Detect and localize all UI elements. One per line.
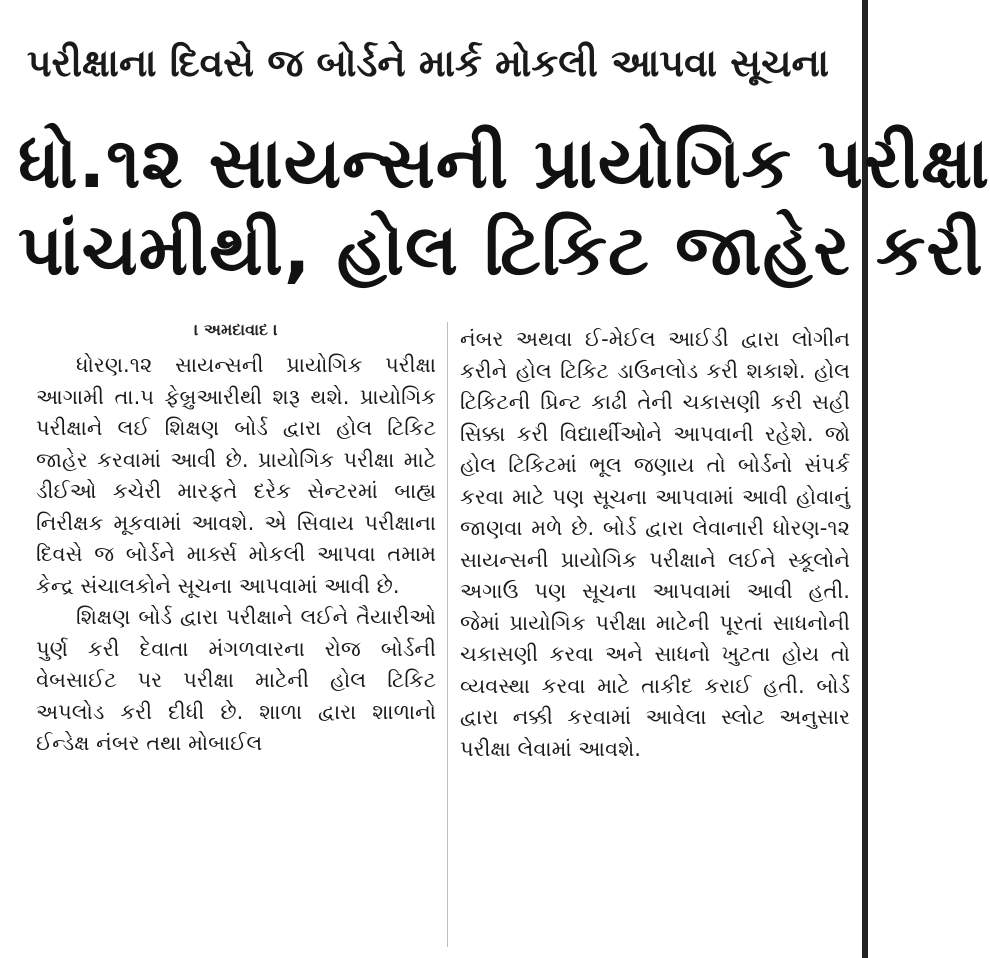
- left-column: [36, 318, 436, 760]
- kicker-headline: પરીક્ષાના દિવસે જ બોર્ડને માર્ક મોકલી આપવા સૂચના: [26, 41, 830, 85]
- body-paragraph: ધોરણ.૧૨ સાયન્સની પ્રાયોગિક પરીક્ષા આગામી તા.૫ ફેબ્રુઆરીથી શરૂ થશે. પ્રાયોગિક પરીક્ષાને લઈ શિક્ષણ બોર્ડ દ્વારા હોલ ટિકિટ જાહેર કરવામાં આવી છે. પ્રાયોગિક પરીક્ષા માટે ડીઈઓ કચેરી મારફતે દરેક સેન્ટરમાં બાહ્ય નિરીક્ષક મૂકવામાં આવશે. એ સિવાય પરીક્ષાના દિવસે જ બોર્ડને માર્ક્સ મોકલી આપવા તમામ કેન્દ્ર સંચાલકોને સૂચના આપવામાં આવી છે.: [36, 353, 436, 598]
- column-divider: [447, 322, 448, 947]
- right-column: [460, 324, 850, 765]
- body-paragraph: શિક્ષણ બોર્ડ દ્વારા પરીક્ષાને લઈને તૈયારીઓ પુર્ણ કરી દેવાતા મંગળવારના રોજ બોર્ડની વેબસાઈટ પર પરીક્ષા માટેની હોલ ટિકિટ અપલોડ કરી દીધી છે. શાળા દ્વારા શાળાનો ઈન્ડેક્ષ નંબર તથા મોબાઈલ: [36, 605, 436, 755]
- main-headline-line-1: ધો.૧૨ સાયન્સની પ્રાયોગિક પરીક્ષા: [18, 122, 990, 204]
- body-paragraph: નંબર અથવા ઈ-મેઈલ આઈડી દ્વારા લોગીન કરીને હોલ ટિકિટ ડાઉનલોડ કરી શકાશે. હોલ ટિકિટની પ્રિન્ટ કાઢી તેની ચકાસણી કરી સહી સિક્કા કરી વિદ્યાર્થીઓને આપવાની રહેશે. જો હોલ ટિકિટમાં ભૂલ જણાય તો બોર્ડનો સંપર્ક કરવા માટે પણ સૂચના આપવામાં આવી હોવાનું જાણવા મળે છે. બોર્ડ દ્વારા લેવાનારી ધોરણ-૧૨ સાયન્સની પ્રાયોગિક પરીક્ષાને લઈને સ્કૂલોને અગાઉ પણ સૂચના આપવામાં આવી હતી. જેમાં પ્રાયોગિક પરીક્ષા માટેની પૂરતાં સાધનોની ચકાસણી કરવા અને સાધનો ખુટતા હોય તો વ્યવસ્થા કરવા માટે તાકીદ કરાઈ હતી. બોર્ડ દ્વારા નક્કી કરવામાં આવેલા સ્લોટ અનુસાર પરીક્ષા લેવામાં આવશે.: [460, 327, 850, 761]
- main-headline-line-2: પાંચમીથી, હોલ ટિકિટ જાહેર કરી: [18, 209, 984, 291]
- dateline: । અમદાવાદ ।: [194, 320, 278, 339]
